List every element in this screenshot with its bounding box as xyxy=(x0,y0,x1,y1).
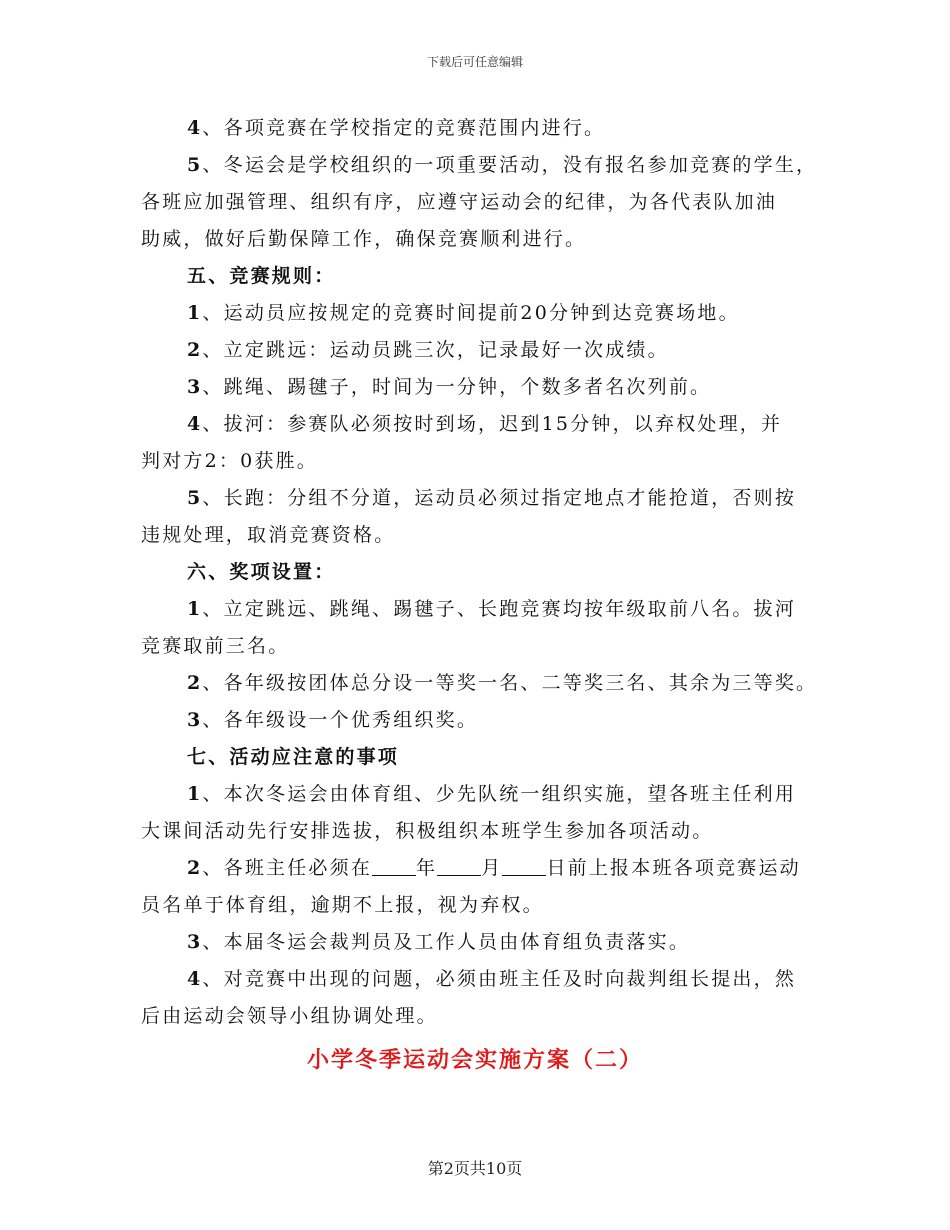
paragraph-line: 3、跳绳、踢毽子，时间为一分钟，个数多者名次列前。 xyxy=(187,376,712,398)
list-number: 4 xyxy=(187,117,203,139)
fill-in-blank xyxy=(502,857,546,876)
paragraph-line: 4、各项竞赛在学校指定的竞赛范围内进行。 xyxy=(187,117,606,139)
paragraph-line: 后由运动会领导小组协调处理。 xyxy=(141,1005,438,1027)
list-number: 3 xyxy=(187,376,203,398)
paragraph-line: 1、立定跳远、跳绳、踢毽子、长跑竞赛均按年级取前八名。拔河 xyxy=(187,598,797,620)
paragraph-line: 助威，做好后勤保障工作，确保竞赛顺利进行。 xyxy=(141,228,587,250)
paragraph-line: 竞赛取前三名。 xyxy=(141,635,290,657)
list-number: 3 xyxy=(187,709,203,731)
section-heading: 七、活动应注意的事项 xyxy=(187,746,400,768)
list-number: 2 xyxy=(187,857,203,879)
text-segment: 2、各班主任必须在 xyxy=(187,857,373,879)
list-number: 1 xyxy=(187,302,203,324)
text-segment: 月 xyxy=(481,857,503,879)
document-title: 小学冬季运动会实施方案（二） xyxy=(306,1047,643,1073)
paragraph-line: 2、立定跳远：运动员跳三次，记录最好一次成绩。 xyxy=(187,339,669,361)
paragraph-line: 各班应加强管理、组织有序，应遵守运动会的纪律，为各代表队加油 xyxy=(141,191,778,213)
list-number: 1 xyxy=(187,598,203,620)
paragraph-line: 3、本届冬运会裁判员及工作人员由体育组负责落实。 xyxy=(187,931,691,953)
section-heading: 五、竞赛规则： xyxy=(187,265,336,287)
list-number: 2 xyxy=(187,339,203,361)
page-footer: 第2页共10页 xyxy=(427,1159,523,1178)
paragraph-line: 3、各年级设一个优秀组织奖。 xyxy=(187,709,479,731)
text-segment: 日前上报本班各项竞赛运动 xyxy=(546,857,801,879)
paragraph-line: 5、长跑：分组不分道，运动员必须过指定地点才能抢道，否则按 xyxy=(187,487,797,509)
list-number: 4 xyxy=(187,968,203,990)
paragraph-line-with-blanks xyxy=(187,856,801,880)
list-number: 2 xyxy=(187,672,203,694)
paragraph-line: 2、各年级按团体总分设一等奖一名、二等奖三名、其余为三等奖。 xyxy=(187,672,818,694)
list-number: 5 xyxy=(187,487,203,509)
paragraph-line: 违规处理，取消竞赛资格。 xyxy=(141,524,396,546)
paragraph-line: 5、冬运会是学校组织的一项重要活动，没有报名参加竞赛的学生， xyxy=(187,154,818,176)
section-heading: 六、奖项设置： xyxy=(187,561,336,583)
paragraph-line: 判对方2：0获胜。 xyxy=(141,450,318,472)
list-number: 5 xyxy=(187,154,203,176)
paragraph-line: 1、运动员应按规定的竞赛时间提前20分钟到达竞赛场地。 xyxy=(187,302,740,324)
list-number: 3 xyxy=(187,931,203,953)
list-number: 1 xyxy=(187,783,203,805)
fill-in-blank xyxy=(372,857,416,876)
paragraph-line: 员名单于体育组，逾期不上报，视为弃权。 xyxy=(141,894,544,916)
paragraph-line: 4、对竞赛中出现的问题，必须由班主任及时向裁判组长提出，然 xyxy=(187,968,797,990)
page-header: 下载后可任意编辑 xyxy=(426,55,523,69)
paragraph-line: 1、本次冬运会由体育组、少先队统一组织实施，望各班主任利用 xyxy=(187,783,797,805)
paragraph-line: 大课间活动先行安排选拔，积极组织本班学生参加各项活动。 xyxy=(141,820,714,842)
fill-in-blank xyxy=(437,857,481,876)
text-segment: 年 xyxy=(416,857,438,879)
list-number: 4 xyxy=(187,413,203,435)
paragraph-line: 4、拔河：参赛队必须按时到场，迟到15分钟，以弃权处理，并 xyxy=(187,413,783,435)
